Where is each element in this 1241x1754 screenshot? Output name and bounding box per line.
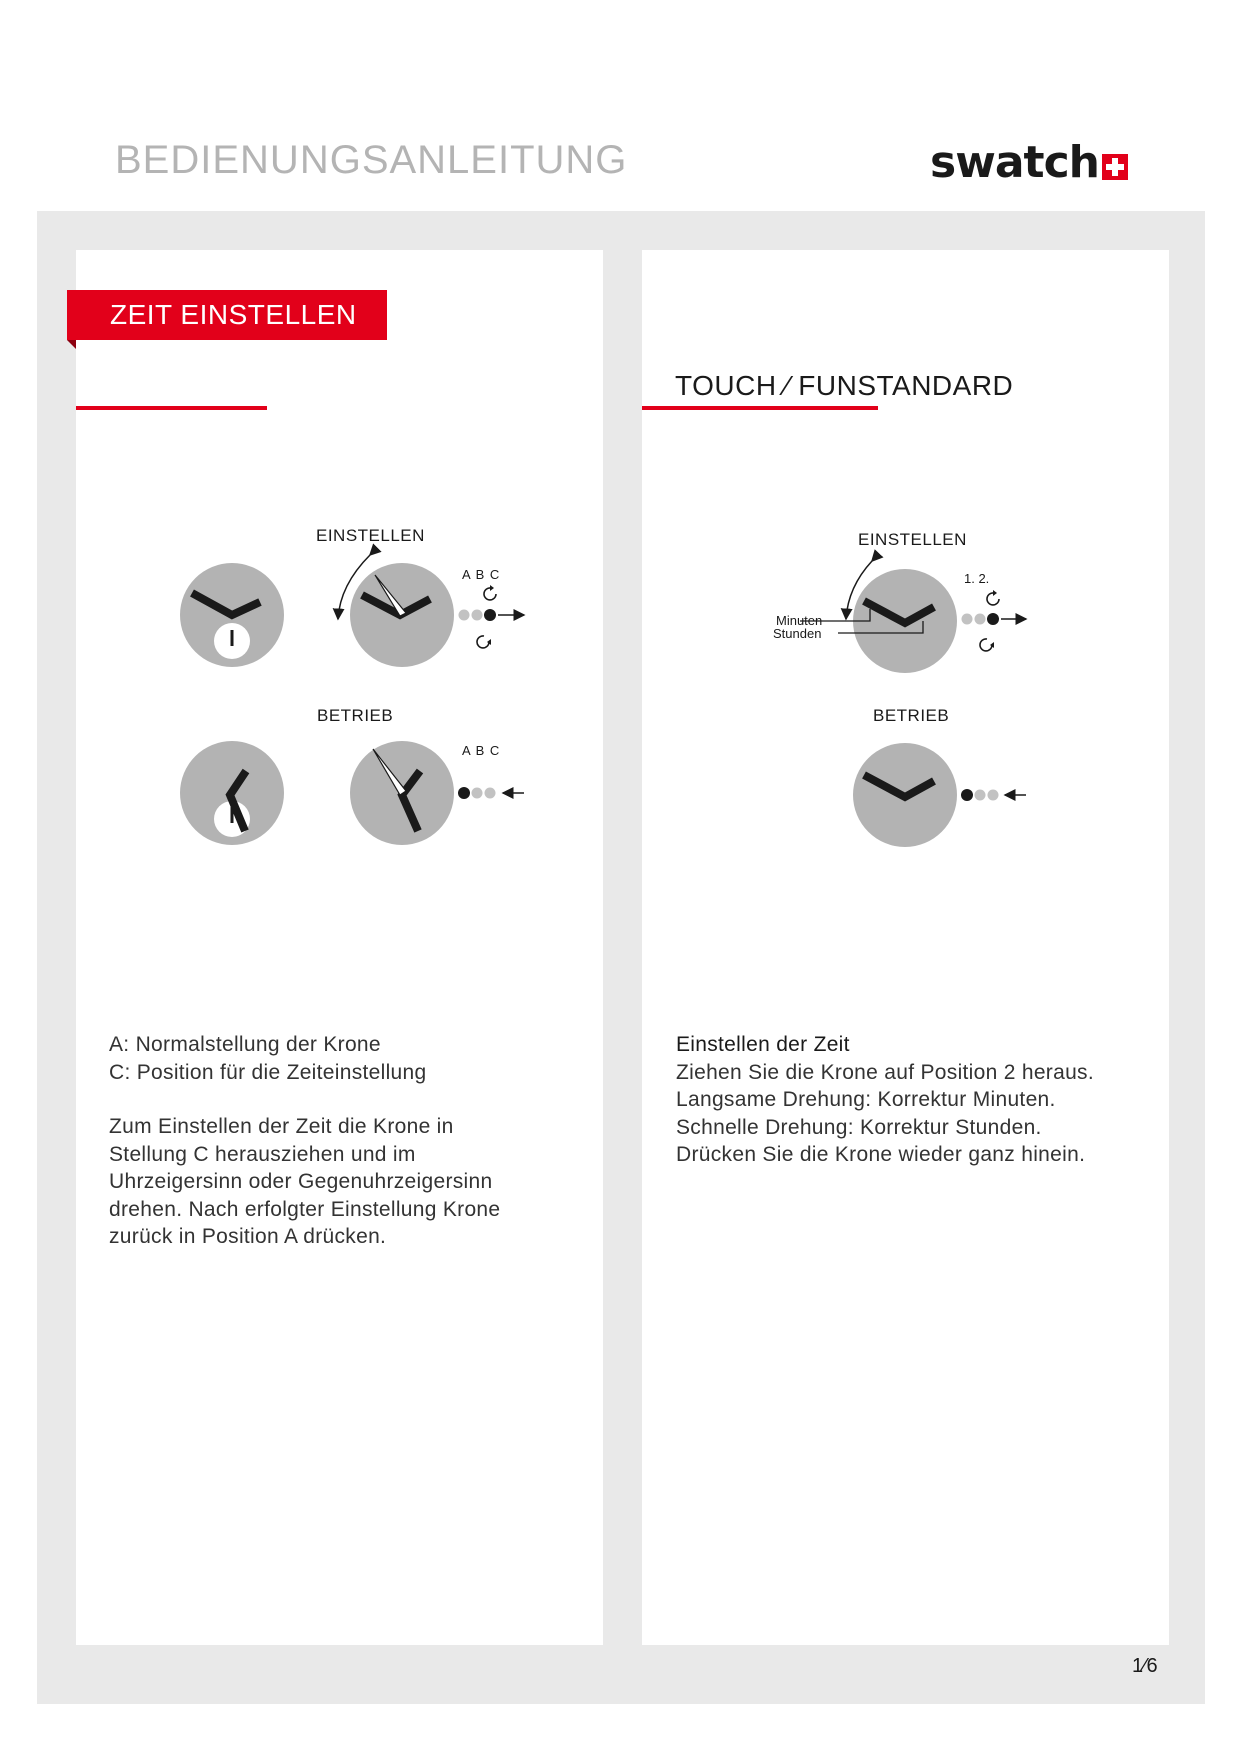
rotate-cw-icon-right xyxy=(987,590,999,605)
text-line-a: A: Normalstellung der Krone xyxy=(109,1033,381,1056)
left-accent-rule xyxy=(76,406,267,410)
rotate-cw-icon xyxy=(484,585,496,600)
right-watch-diagram xyxy=(760,525,1060,855)
rotate-ccw-icon-right xyxy=(980,639,994,651)
crown-positions-label: A B C xyxy=(462,567,501,582)
crown-position-dots-run xyxy=(458,787,524,799)
text-line-r3: Langsame Drehung: Korrektur Minuten. xyxy=(676,1088,1056,1111)
text-line-r2: Ziehen Sie die Krone auf Position 2 heraus. xyxy=(676,1060,1094,1084)
label-betrieb: BETRIEB xyxy=(317,706,394,725)
tab-fold-decoration xyxy=(67,340,76,349)
crown-positions-label-run: A B C xyxy=(462,743,501,758)
watch-dial-set-1 xyxy=(180,563,284,667)
text-line-5: Uhrzeigersinn oder Gegenuhrzeigersinn xyxy=(109,1170,493,1193)
label-minuten: Minuten xyxy=(776,613,823,628)
watch-dial-run-right xyxy=(853,743,957,847)
watch-dial-run-1 xyxy=(180,741,284,845)
rotate-ccw-icon xyxy=(477,636,491,648)
text-line-3: Zum Einstellen der Zeit die Krone in xyxy=(109,1115,454,1138)
text-line-6: drehen. Nach erfolgter Einstellung Krone xyxy=(109,1197,501,1221)
text-line-4: Stellung C herausziehen und im xyxy=(109,1142,416,1166)
label-stunden: Stunden xyxy=(773,626,822,641)
text-line-r5: Drücken Sie die Krone wieder ganz hinein. xyxy=(676,1143,1086,1166)
left-panel xyxy=(76,250,603,1645)
left-instructions xyxy=(109,1031,569,1251)
crown-positions-right: 1. 2. xyxy=(964,571,990,586)
watch-dial-run-2 xyxy=(350,741,454,845)
brand-wordmark: swatch xyxy=(930,137,1099,188)
swatch-logo xyxy=(930,137,1128,188)
watch-dial-set-2 xyxy=(350,563,454,667)
section-title-touch-funstandard: TOUCH ⁄ FUNSTANDARD xyxy=(675,370,1014,401)
text-line-7: zurück in Position A drücken. xyxy=(109,1225,387,1248)
watch-dial-set-right xyxy=(800,569,957,673)
crown-position-dots-set-right xyxy=(962,613,1027,625)
label-einstellen: EINSTELLEN xyxy=(316,526,425,545)
page-number: 1⁄6 xyxy=(1132,1655,1158,1677)
crown-position-dots-run-right xyxy=(961,789,1026,801)
text-line-c: C: Position für die Zeiteinstellung xyxy=(109,1060,427,1084)
right-instructions xyxy=(676,1031,1176,1169)
left-watch-diagram xyxy=(170,515,550,855)
swiss-cross-icon xyxy=(1102,154,1128,180)
text-heading: Einstellen der Zeit xyxy=(676,1033,850,1056)
label-betrieb-right: BETRIEB xyxy=(873,706,950,725)
right-accent-rule xyxy=(642,406,878,410)
right-panel xyxy=(642,250,1169,1645)
text-line-r4: Schnelle Drehung: Korrektur Stunden. xyxy=(676,1115,1042,1139)
section-title-zeit-einstellen: ZEIT EINSTELLEN xyxy=(67,290,387,340)
label-einstellen-right: EINSTELLEN xyxy=(858,530,967,549)
crown-position-dots-set xyxy=(459,609,525,621)
document-title: BEDIENUNGSANLEITUNG xyxy=(115,138,628,182)
